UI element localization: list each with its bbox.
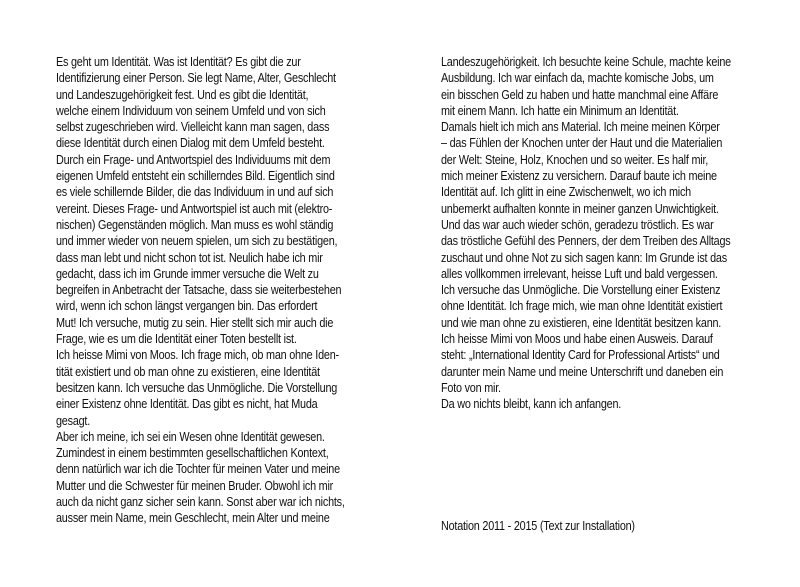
text-line: Da wo nichts bleibt, kann ich anfangen.	[441, 397, 622, 412]
text-line: Ich versuche das Unmögliche. Die Vorstellung einer Existenz	[441, 283, 721, 298]
text-line: Damals hielt ich mich ans Material. Ich meine meinen Körper	[441, 120, 720, 135]
text-line: Mutter und die Schwester für meinen Bruder. Obwohl ich mir	[56, 478, 334, 493]
text-line: ausser mein Name, mein Geschlecht, mein Alter und meine	[56, 511, 330, 526]
text-line: Mut! Ich versuche, mutig zu sein. Hier stellt sich mir auch die	[56, 315, 334, 330]
left-text-column	[56, 54, 345, 527]
text-line: Foto von mir.	[441, 380, 501, 395]
text-line: welche einem Individuum von seinem Umfeld und von sich	[56, 103, 326, 118]
text-line: Aber ich meine, ich sei ein Wesen ohne Identität gewesen.	[56, 429, 325, 444]
text-line: steht: „International Identity Card for Professional Artists“ und	[441, 348, 720, 363]
text-line: begreifen in Anbetracht der Tatsache, dass sie weiterbestehen	[56, 283, 342, 298]
text-line: eigenen Umfeld entsteht ein schillerndes Bild. Eigentlich sind	[56, 169, 335, 184]
text-line: es viele schillernde Bilder, die das Individuum in und auf sich	[56, 185, 334, 200]
text-line: auch da nicht ganz sicher sein kann. Sonst aber war ich nichts,	[56, 495, 345, 510]
text-line: denn natürlich war ich die Tochter für meinen Vater und meine	[56, 462, 340, 477]
text-line: gesagt.	[56, 413, 91, 428]
text-line: darunter mein Name und meine Unterschrift und daneben ein	[441, 364, 724, 379]
footnote-notation: Notation 2011 - 2015 (Text zur Installation)	[441, 519, 635, 533]
text-line: Es geht um Identität. Was ist Identität? Es gibt die zur	[56, 55, 301, 69]
text-line: selbst zugeschrieben wird. Vielleicht kann man sagen, dass	[56, 120, 330, 135]
text-line: tität existiert und ob man ohne zu existieren, eine Identität	[56, 364, 320, 379]
text-line: Zumindest in einem bestimmten gesellschaftlichen Kontext,	[56, 446, 329, 461]
text-line: Durch ein Frage- und Antwortspiel des Individuums mit dem	[56, 152, 331, 167]
text-line: Ich heisse Mimi von Moos. Ich frage mich, ob man ohne Iden-	[56, 348, 339, 363]
text-line: ein bisschen Geld zu haben und hatte manchmal eine Affäre	[441, 87, 719, 102]
text-line: mit einem Mann. Ich hatte ein Minimum an Identität.	[441, 103, 679, 118]
text-line: unbemerkt aufhalten konnte in meiner ganzen Unwichtigkeit.	[441, 201, 719, 216]
text-line: Identität auf. Ich glitt in eine Zwischenwelt, wo ich mich	[441, 185, 692, 200]
text-line: Landeszugehörigkeit. Ich besuchte keine Schule, machte keine	[441, 55, 731, 69]
text-line: besitzen kann. Ich versuche das Unmögliche. Die Vorstellung	[56, 380, 338, 395]
text-line: diese Identität durch einen Dialog mit dem Umfeld besteht.	[56, 136, 325, 151]
text-line: Und das war auch wieder schön, geradezu tröstlich. Es war	[441, 217, 714, 232]
text-line: und Landeszugehörigkeit fest. Und es gibt die Identität,	[56, 87, 309, 102]
text-line: gedacht, dass ich im Grunde immer versuche die Welt zu	[56, 266, 319, 281]
text-line: Frage, wie es um die Identität einer Toten bestellt ist.	[56, 332, 297, 347]
text-line: Identifizierung einer Person. Sie legt Name, Alter, Geschlecht	[56, 71, 336, 86]
text-line: vereint. Dieses Frage- und Antwortspiel ist auch mit (elektro-	[56, 201, 333, 216]
text-line: der Welt: Steine, Holz, Knochen und so weiter. Es half mir,	[441, 152, 709, 167]
right-text-column	[441, 54, 731, 413]
text-line: – das Fühlen der Knochen unter der Haut und die Materialien	[441, 136, 723, 151]
text-line: nischen) Gegenständen möglich. Man muss es wohl ständig	[56, 217, 334, 232]
text-line: das tröstliche Gefühl des Penners, der dem Treiben des Alltags	[441, 234, 731, 249]
text-line: alles vollkommen irrelevant, heisse Luft und bald vergessen.	[441, 266, 718, 281]
text-line: einer Existenz ohne Identität. Das gibt es nicht, hat Muda	[56, 397, 318, 412]
text-line: Ausbildung. Ich war einfach da, machte komische Jobs, um	[441, 71, 714, 86]
text-line: und wie man ohne zu existieren, eine Identität besitzen kann.	[441, 315, 722, 330]
text-line: mich meiner Existenz zu versichern. Darauf baute ich meine	[441, 169, 717, 184]
text-line: wird, wenn ich schon längst vergangen bin. Das erfordert	[56, 299, 318, 314]
text-line: ohne Identität. Ich frage mich, wie man ohne Identität existiert	[441, 299, 723, 314]
text-line: und immer wieder von neuem spielen, um sich zu bestätigen,	[56, 234, 338, 249]
text-line: Ich heisse Mimi von Moos und habe einen Ausweis. Darauf	[441, 332, 713, 347]
text-line: zuschaut und ohne Not zu sich sagen kann: Im Grunde ist das	[441, 250, 727, 265]
text-line: dass man lebt und nicht schon tot ist. Neulich habe ich mir	[56, 250, 323, 265]
